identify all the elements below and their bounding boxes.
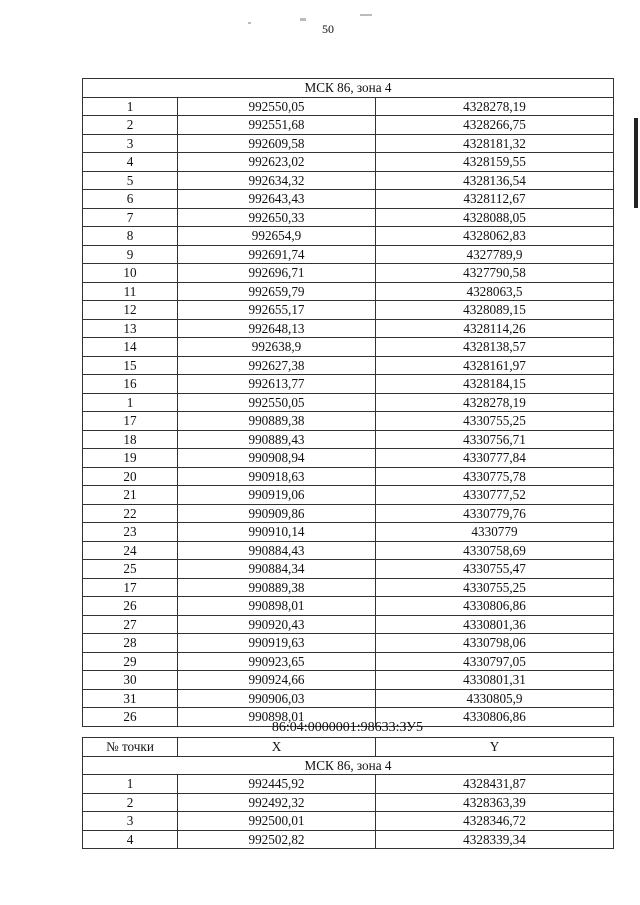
y-coordinate-cell: 4327789,9 xyxy=(376,245,614,264)
scan-speckle xyxy=(300,18,306,21)
y-coordinate-cell: 4328159,55 xyxy=(376,153,614,172)
y-coordinate-cell: 4328112,67 xyxy=(376,190,614,209)
point-number-cell: 2 xyxy=(83,793,178,812)
point-number-cell: 25 xyxy=(83,560,178,579)
y-coordinate-cell: 4330798,06 xyxy=(376,634,614,653)
column-header-y: Y xyxy=(376,738,614,757)
table-row xyxy=(83,830,614,849)
point-number-cell: 23 xyxy=(83,523,178,542)
table-row xyxy=(83,319,614,338)
point-number-cell: 3 xyxy=(83,812,178,831)
parcel-caption: 86:04:0000001:98633:ЗУ5 xyxy=(271,720,424,735)
y-coordinate-cell: 4330755,25 xyxy=(376,578,614,597)
zone-header: МСК 86, зона 4 xyxy=(83,79,614,98)
point-number-cell: 17 xyxy=(83,412,178,431)
y-coordinate-cell: 4330777,52 xyxy=(376,486,614,505)
x-coordinate-cell: 990908,94 xyxy=(178,449,376,468)
point-number-cell: 1 xyxy=(83,97,178,116)
x-coordinate-cell: 990909,86 xyxy=(178,504,376,523)
point-number-cell: 9 xyxy=(83,245,178,264)
point-number-cell: 2 xyxy=(83,116,178,135)
y-coordinate-cell: 4328114,26 xyxy=(376,319,614,338)
point-number-cell: 26 xyxy=(83,597,178,616)
x-coordinate-cell: 990889,38 xyxy=(178,578,376,597)
point-number-cell: 8 xyxy=(83,227,178,246)
y-coordinate-cell: 4328062,83 xyxy=(376,227,614,246)
point-number-cell: 27 xyxy=(83,615,178,634)
y-coordinate-cell: 4330777,84 xyxy=(376,449,614,468)
y-coordinate-cell: 4328339,34 xyxy=(376,830,614,849)
point-number-cell: 22 xyxy=(83,504,178,523)
y-coordinate-cell: 4330756,71 xyxy=(376,430,614,449)
table-row xyxy=(83,578,614,597)
table-row xyxy=(83,504,614,523)
x-coordinate-cell: 992659,79 xyxy=(178,282,376,301)
table-row xyxy=(83,689,614,708)
y-coordinate-cell: 4330758,69 xyxy=(376,541,614,560)
x-coordinate-cell: 992613,77 xyxy=(178,375,376,394)
table-row xyxy=(83,338,614,357)
point-number-cell: 10 xyxy=(83,264,178,283)
x-coordinate-cell: 990898,01 xyxy=(178,708,376,727)
page-number: 50 xyxy=(322,22,334,36)
point-number-cell: 12 xyxy=(83,301,178,320)
table-row xyxy=(83,412,614,431)
coordinates-table-body xyxy=(83,97,614,726)
table-row xyxy=(83,171,614,190)
x-coordinate-cell: 992650,33 xyxy=(178,208,376,227)
coordinates-table xyxy=(82,78,614,727)
column-header-point: № точки xyxy=(83,738,178,757)
table-row xyxy=(83,134,614,153)
x-coordinate-cell: 990884,43 xyxy=(178,541,376,560)
table-row xyxy=(83,264,614,283)
x-coordinate-cell: 992648,13 xyxy=(178,319,376,338)
table-row xyxy=(83,467,614,486)
point-number-cell: 19 xyxy=(83,449,178,468)
y-coordinate-cell: 4328431,87 xyxy=(376,775,614,794)
y-coordinate-cell: 4330801,31 xyxy=(376,671,614,690)
point-number-cell: 3 xyxy=(83,134,178,153)
table-row xyxy=(83,116,614,135)
point-number-cell: 7 xyxy=(83,208,178,227)
x-coordinate-cell: 992492,32 xyxy=(178,793,376,812)
y-coordinate-cell: 4328063,5 xyxy=(376,282,614,301)
point-number-cell: 26 xyxy=(83,708,178,727)
table-row xyxy=(83,227,614,246)
x-coordinate-cell: 990918,63 xyxy=(178,467,376,486)
y-coordinate-cell: 4328266,75 xyxy=(376,116,614,135)
x-coordinate-cell: 990906,03 xyxy=(178,689,376,708)
y-coordinate-cell: 4328138,57 xyxy=(376,338,614,357)
point-number-cell: 17 xyxy=(83,578,178,597)
point-number-cell: 4 xyxy=(83,153,178,172)
table-row xyxy=(83,652,614,671)
y-coordinate-cell: 4328088,05 xyxy=(376,208,614,227)
x-coordinate-cell: 990910,14 xyxy=(178,523,376,542)
y-coordinate-cell: 4328161,97 xyxy=(376,356,614,375)
y-coordinate-cell: 4330801,36 xyxy=(376,615,614,634)
parcel-table-body xyxy=(83,775,614,849)
scan-speckle xyxy=(248,22,251,24)
table-row xyxy=(83,486,614,505)
x-coordinate-cell: 992550,05 xyxy=(178,393,376,412)
y-coordinate-cell: 4328136,54 xyxy=(376,171,614,190)
table-row xyxy=(83,775,614,794)
table-row xyxy=(83,449,614,468)
y-coordinate-cell: 4328278,19 xyxy=(376,97,614,116)
table-row xyxy=(83,97,614,116)
point-number-cell: 14 xyxy=(83,338,178,357)
table-row xyxy=(83,615,614,634)
point-number-cell: 11 xyxy=(83,282,178,301)
x-coordinate-cell: 992623,02 xyxy=(178,153,376,172)
x-coordinate-cell: 990898,01 xyxy=(178,597,376,616)
table-row xyxy=(83,245,614,264)
table-row xyxy=(83,356,614,375)
y-coordinate-cell: 4328363,39 xyxy=(376,793,614,812)
x-coordinate-cell: 992500,01 xyxy=(178,812,376,831)
point-number-cell: 29 xyxy=(83,652,178,671)
parcel-coordinates-table xyxy=(82,737,614,849)
table-row xyxy=(83,282,614,301)
point-number-cell: 30 xyxy=(83,671,178,690)
x-coordinate-cell: 990919,63 xyxy=(178,634,376,653)
point-number-cell: 16 xyxy=(83,375,178,394)
x-coordinate-cell: 992638,9 xyxy=(178,338,376,357)
point-number-cell: 28 xyxy=(83,634,178,653)
y-coordinate-cell: 4328089,15 xyxy=(376,301,614,320)
x-coordinate-cell: 992550,05 xyxy=(178,97,376,116)
x-coordinate-cell: 992445,92 xyxy=(178,775,376,794)
x-coordinate-cell: 990919,06 xyxy=(178,486,376,505)
x-coordinate-cell: 992643,43 xyxy=(178,190,376,209)
x-coordinate-cell: 990889,38 xyxy=(178,412,376,431)
x-coordinate-cell: 992502,82 xyxy=(178,830,376,849)
y-coordinate-cell: 4328184,15 xyxy=(376,375,614,394)
y-coordinate-cell: 4328346,72 xyxy=(376,812,614,831)
table-row xyxy=(83,430,614,449)
y-coordinate-cell: 4330775,78 xyxy=(376,467,614,486)
x-coordinate-cell: 992634,32 xyxy=(178,171,376,190)
x-coordinate-cell: 992655,17 xyxy=(178,301,376,320)
y-coordinate-cell: 4327790,58 xyxy=(376,264,614,283)
point-number-cell: 31 xyxy=(83,689,178,708)
table-row xyxy=(83,301,614,320)
x-coordinate-cell: 990923,65 xyxy=(178,652,376,671)
table-row xyxy=(83,190,614,209)
point-number-cell: 24 xyxy=(83,541,178,560)
y-coordinate-cell: 4330779 xyxy=(376,523,614,542)
table-row xyxy=(83,812,614,831)
scan-speckle xyxy=(360,14,372,16)
table-row xyxy=(83,671,614,690)
x-coordinate-cell: 992627,38 xyxy=(178,356,376,375)
x-coordinate-cell: 990924,66 xyxy=(178,671,376,690)
table-row xyxy=(83,597,614,616)
column-header-x: X xyxy=(178,738,376,757)
x-coordinate-cell: 992654,9 xyxy=(178,227,376,246)
table-row xyxy=(83,541,614,560)
table-row xyxy=(83,793,614,812)
x-coordinate-cell: 992609,58 xyxy=(178,134,376,153)
x-coordinate-cell: 992691,74 xyxy=(178,245,376,264)
y-coordinate-cell: 4330755,25 xyxy=(376,412,614,431)
zone-header: МСК 86, зона 4 xyxy=(83,756,614,775)
y-coordinate-cell: 4330797,05 xyxy=(376,652,614,671)
y-coordinate-cell: 4330806,86 xyxy=(376,597,614,616)
x-coordinate-cell: 990920,43 xyxy=(178,615,376,634)
y-coordinate-cell: 4330779,76 xyxy=(376,504,614,523)
point-number-cell: 15 xyxy=(83,356,178,375)
point-number-cell: 4 xyxy=(83,830,178,849)
table-row xyxy=(83,375,614,394)
table-row xyxy=(83,634,614,653)
y-coordinate-cell: 4330806,86 xyxy=(376,708,614,727)
point-number-cell: 21 xyxy=(83,486,178,505)
y-coordinate-cell: 4330805,9 xyxy=(376,689,614,708)
point-number-cell: 1 xyxy=(83,775,178,794)
table-row xyxy=(83,523,614,542)
table-row xyxy=(83,560,614,579)
point-number-cell: 5 xyxy=(83,171,178,190)
x-coordinate-cell: 990889,43 xyxy=(178,430,376,449)
point-number-cell: 20 xyxy=(83,467,178,486)
x-coordinate-cell: 990884,34 xyxy=(178,560,376,579)
x-coordinate-cell: 992696,71 xyxy=(178,264,376,283)
table-row xyxy=(83,153,614,172)
point-number-cell: 18 xyxy=(83,430,178,449)
scan-edge-mark xyxy=(634,118,638,208)
y-coordinate-cell: 4330755,47 xyxy=(376,560,614,579)
point-number-cell: 6 xyxy=(83,190,178,209)
x-coordinate-cell: 992551,68 xyxy=(178,116,376,135)
table-row xyxy=(83,393,614,412)
point-number-cell: 13 xyxy=(83,319,178,338)
y-coordinate-cell: 4328278,19 xyxy=(376,393,614,412)
y-coordinate-cell: 4328181,32 xyxy=(376,134,614,153)
point-number-cell: 1 xyxy=(83,393,178,412)
table-row xyxy=(83,208,614,227)
